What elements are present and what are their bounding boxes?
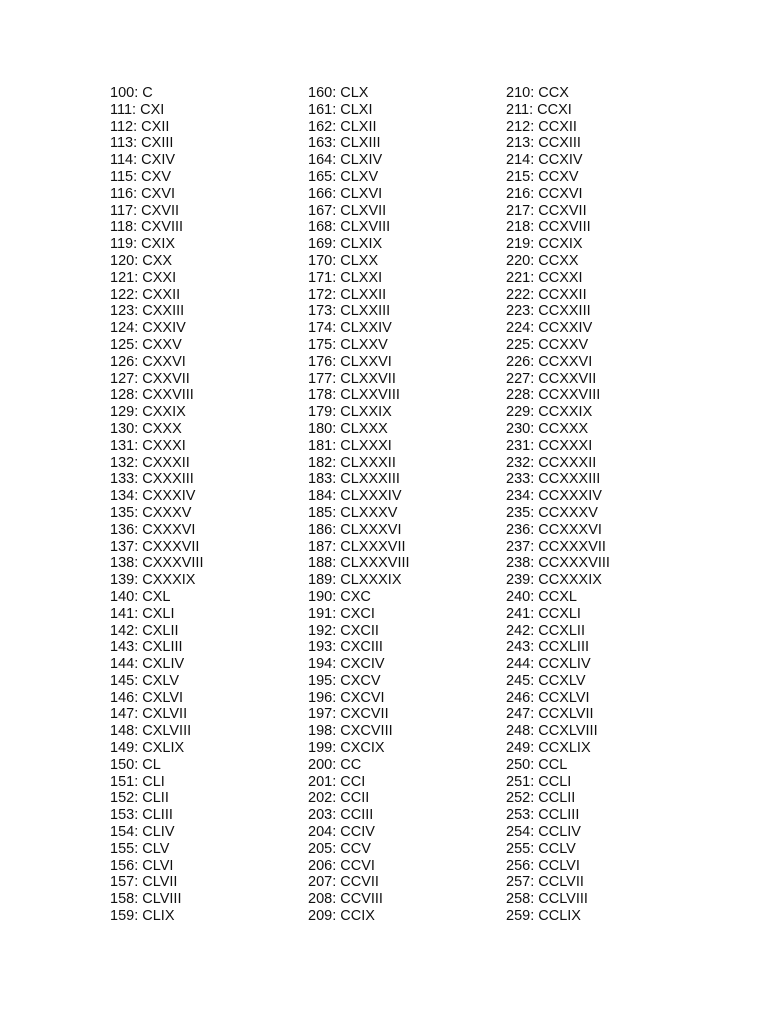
numeral-entry: 247: CCXLVII — [506, 706, 594, 723]
numeral-entry: 202: CCII — [308, 790, 370, 807]
numeral-entry: 236: CCXXXVI — [506, 521, 602, 538]
numeral-entry: 137: CXXXVII — [110, 538, 200, 555]
numeral-entry: 162: CLXII — [308, 118, 377, 135]
numeral-entry: 190: CXC — [308, 588, 371, 605]
numeral-entry: 161: CLXI — [308, 101, 373, 118]
numeral-entry: 243: CCXLIII — [506, 639, 590, 656]
numeral-entry: 145: CXLV — [110, 672, 180, 689]
numeral-column-3 — [506, 85, 610, 925]
numeral-entry: 220: CCXX — [506, 252, 579, 269]
numeral-entry: 157: CLVII — [110, 874, 178, 891]
numeral-entry: 169: CLXIX — [308, 236, 383, 253]
numeral-entry: 229: CCXXIX — [506, 404, 593, 421]
numeral-entry: 119: CXIX — [110, 236, 176, 253]
numeral-entry: 186: CLXXXVI — [308, 521, 402, 538]
numeral-entry: 164: CLXIV — [308, 152, 383, 169]
numeral-entry: 160: CLX — [308, 85, 369, 101]
numeral-entry: 239: CCXXXIX — [506, 572, 602, 589]
numeral-entry: 173: CLXXIII — [308, 303, 391, 320]
numeral-entry: 237: CCXXXVII — [506, 538, 606, 555]
numeral-entry: 159: CLIX — [110, 908, 175, 925]
numeral-entry: 192: CXCII — [308, 622, 379, 639]
numeral-entry: 177: CLXXVII — [308, 370, 396, 387]
numeral-entry: 141: CXLI — [110, 605, 175, 622]
numeral-entry: 197: CXCVII — [308, 706, 389, 723]
numeral-entry: 155: CLV — [110, 840, 170, 857]
numeral-entry: 152: CLII — [110, 790, 169, 807]
numeral-entry: 112: CXII — [110, 118, 170, 135]
numeral-entry: 246: CCXLVI — [506, 689, 590, 706]
numeral-entry: 143: CXLIII — [110, 639, 183, 656]
numeral-entry: 168: CLXVIII — [308, 219, 391, 236]
numeral-entry: 182: CLXXXII — [308, 454, 396, 471]
numeral-entry: 208: CCVIII — [308, 891, 383, 908]
numeral-entry: 171: CLXXI — [308, 269, 383, 286]
numeral-entry: 253: CCLIII — [506, 807, 580, 824]
numeral-entry: 249: CCXLIX — [506, 740, 591, 757]
numeral-entry: 198: CXCVIII — [308, 723, 393, 740]
numeral-entry: 118: CXVIII — [110, 219, 184, 236]
numeral-entry: 257: CCLVII — [506, 874, 584, 891]
numeral-entry: 222: CCXXII — [506, 286, 587, 303]
numeral-entry: 165: CLXV — [308, 168, 379, 185]
numeral-entry: 175: CLXXV — [308, 336, 388, 353]
numeral-entry: 195: CXCV — [308, 672, 381, 689]
numeral-entry: 231: CCXXXI — [506, 437, 593, 454]
numeral-entry: 234: CCXXXIV — [506, 488, 602, 505]
numeral-entry: 258: CCLVIII — [506, 891, 588, 908]
numeral-entry: 172: CLXXII — [308, 286, 387, 303]
numeral-entry: 211: CCXI — [506, 101, 572, 118]
numeral-entry: 250: CCL — [506, 756, 568, 773]
numeral-entry: 218: CCXVIII — [506, 219, 591, 236]
numeral-entry: 125: CXXV — [110, 336, 182, 353]
numeral-entry: 158: CLVIII — [110, 891, 182, 908]
numeral-entry: 228: CCXXVIII — [506, 387, 601, 404]
numeral-entry: 167: CLXVII — [308, 202, 387, 219]
numeral-entry: 245: CCXLV — [506, 672, 586, 689]
numeral-entry: 226: CCXXVI — [506, 353, 593, 370]
numeral-entry: 149: CXLIX — [110, 740, 185, 757]
numeral-entry: 224: CCXXIV — [506, 320, 593, 337]
numeral-entry: 153: CLIII — [110, 807, 173, 824]
numeral-entry: 126: CXXVI — [110, 353, 186, 370]
numeral-entry: 207: CCVII — [308, 874, 379, 891]
numeral-entry: 254: CCLIV — [506, 824, 581, 841]
numeral-entry: 115: CXV — [110, 168, 171, 185]
numeral-entry: 184: CLXXXIV — [308, 488, 402, 505]
numeral-entry: 259: CCLIX — [506, 908, 581, 925]
numeral-entry: 206: CCVI — [308, 857, 375, 874]
numeral-entry: 221: CCXXI — [506, 269, 583, 286]
numeral-entry: 252: CCLII — [506, 790, 576, 807]
numeral-entry: 113: CXIII — [110, 135, 174, 152]
numeral-entry: 251: CCLI — [506, 773, 572, 790]
numeral-column-2 — [308, 85, 410, 925]
numeral-entry: 241: CCXLI — [506, 605, 581, 622]
numeral-entry: 235: CCXXXV — [506, 504, 598, 521]
numeral-entry: 214: CCXIV — [506, 152, 583, 169]
numeral-entry: 117: CXVII — [110, 202, 180, 219]
numeral-entry: 200: CC — [308, 756, 362, 773]
numeral-entry: 128: CXXVIII — [110, 387, 194, 404]
numeral-entry: 199: CXCIX — [308, 740, 385, 757]
numeral-entry: 124: CXXIV — [110, 320, 186, 337]
numeral-entry: 225: CCXXV — [506, 336, 589, 353]
numeral-entry: 156: CLVI — [110, 857, 174, 874]
numeral-entry: 178: CLXXVIII — [308, 387, 400, 404]
numeral-entry: 122: CXXII — [110, 286, 181, 303]
numeral-entry: 230: CCXXX — [506, 420, 589, 437]
numeral-entry: 217: CCXVII — [506, 202, 587, 219]
numeral-entry: 215: CCXV — [506, 168, 579, 185]
numeral-entry: 127: CXXVII — [110, 370, 190, 387]
numeral-entry: 212: CCXII — [506, 118, 577, 135]
numeral-entry: 194: CXCIV — [308, 656, 385, 673]
numeral-entry: 240: CCXL — [506, 588, 577, 605]
numeral-entry: 123: CXXIII — [110, 303, 185, 320]
numeral-entry: 150: CL — [110, 756, 161, 773]
numeral-entry: 201: CCI — [308, 773, 366, 790]
numeral-entry: 129: CXXIX — [110, 404, 186, 421]
numeral-entry: 131: CXXXI — [110, 437, 186, 454]
numeral-entry: 114: CXIV — [110, 152, 176, 169]
numeral-entry: 223: CCXXIII — [506, 303, 591, 320]
numeral-entry: 116: CXVI — [110, 185, 176, 202]
numeral-entry: 193: CXCIII — [308, 639, 383, 656]
numeral-entry: 132: CXXXII — [110, 454, 190, 471]
numeral-entry: 238: CCXXXVIII — [506, 555, 610, 572]
numeral-entry: 130: CXXX — [110, 420, 182, 437]
numeral-entry: 248: CCXLVIII — [506, 723, 598, 740]
numeral-entry: 170: CLXX — [308, 252, 379, 269]
numeral-entry: 136: CXXXVI — [110, 521, 196, 538]
numeral-entry: 142: CXLII — [110, 622, 179, 639]
numeral-entry: 233: CCXXXIII — [506, 471, 601, 488]
numeral-entry: 179: CLXXIX — [308, 404, 392, 421]
numeral-entry: 111: CXI — [110, 101, 165, 118]
numeral-entry: 255: CCLV — [506, 840, 576, 857]
numeral-entry: 256: CCLVI — [506, 857, 580, 874]
numeral-entry: 183: CLXXXIII — [308, 471, 400, 488]
numeral-entry: 135: CXXXV — [110, 504, 192, 521]
numeral-entry: 209: CCIX — [308, 908, 375, 925]
numeral-entry: 147: CXLVII — [110, 706, 188, 723]
numeral-entry: 216: CCXVI — [506, 185, 583, 202]
numeral-entry: 151: CLI — [110, 773, 165, 790]
numeral-entry: 232: CCXXXII — [506, 454, 597, 471]
numeral-entry: 100: C — [110, 85, 153, 101]
numeral-column-1 — [110, 85, 204, 925]
numeral-entry: 140: CXL — [110, 588, 171, 605]
numeral-entry: 191: CXCI — [308, 605, 375, 622]
numeral-entry: 134: CXXXIV — [110, 488, 196, 505]
numeral-entry: 121: CXXI — [110, 269, 177, 286]
numeral-entry: 176: CLXXVI — [308, 353, 392, 370]
numeral-entry: 146: CXLVI — [110, 689, 184, 706]
numeral-entry: 166: CLXVI — [308, 185, 383, 202]
numeral-entry: 138: CXXXVIII — [110, 555, 204, 572]
numeral-entry: 188: CLXXXVIII — [308, 555, 410, 572]
numeral-entry: 120: CXX — [110, 252, 173, 269]
numeral-entry: 163: CLXIII — [308, 135, 381, 152]
numeral-entry: 181: CLXXXI — [308, 437, 392, 454]
numeral-entry: 227: CCXXVII — [506, 370, 597, 387]
numeral-entry: 144: CXLIV — [110, 656, 185, 673]
numeral-entry: 219: CCXIX — [506, 236, 583, 253]
numeral-entry: 148: CXLVIII — [110, 723, 192, 740]
numeral-entry: 242: CCXLII — [506, 622, 585, 639]
numeral-entry: 205: CCV — [308, 840, 371, 857]
numeral-entry: 203: CCIII — [308, 807, 374, 824]
numeral-entry: 154: CLIV — [110, 824, 175, 841]
numeral-entry: 187: CLXXXVII — [308, 538, 406, 555]
numeral-entry: 196: CXCVI — [308, 689, 385, 706]
numeral-entry: 210: CCX — [506, 85, 569, 101]
numeral-entry: 133: CXXXIII — [110, 471, 194, 488]
numeral-entry: 180: CLXXX — [308, 420, 388, 437]
numeral-entry: 213: CCXIII — [506, 135, 581, 152]
numeral-entry: 139: CXXXIX — [110, 572, 196, 589]
numeral-entry: 204: CCIV — [308, 824, 375, 841]
numeral-entry: 174: CLXXIV — [308, 320, 392, 337]
numeral-entry: 244: CCXLIV — [506, 656, 591, 673]
numeral-entry: 185: CLXXXV — [308, 504, 398, 521]
numeral-entry: 189: CLXXXIX — [308, 572, 402, 589]
